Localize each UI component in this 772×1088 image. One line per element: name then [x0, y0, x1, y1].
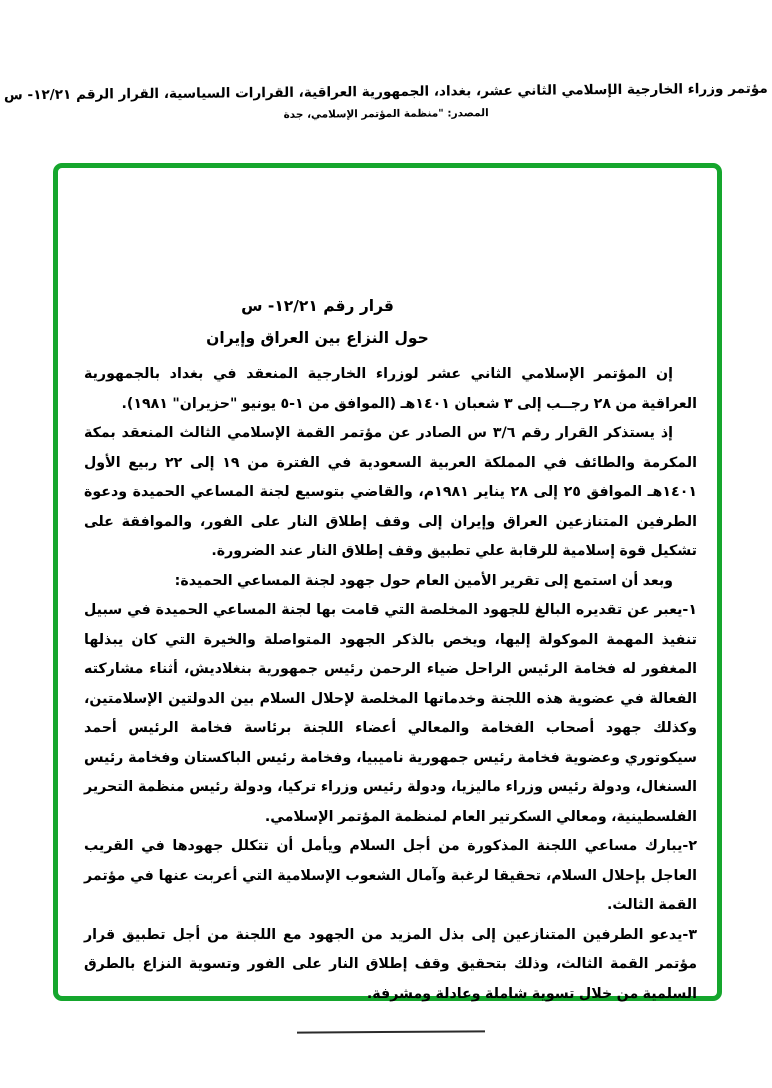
resolution-item-3: ٣-يدعو الطرفين المتنازعين إلى بذل المزيد من الجهود مع اللجنة من أجل تطبيق قرار مؤتمر القمة الثالث، وذلك بتحقيق وقف إطلاق النار على الفور وتسوية النزاع بالطرق السلمية من خلال تسوية شاملة وعادلة ومشرفة.: [84, 926, 697, 1002]
footer-divider: [296, 1030, 484, 1033]
preamble-paragraph: وبعد أن استمع إلى تقرير الأمين العام حول جهود لجنة المساعي الحميدة:: [174, 572, 673, 589]
document-content: [84, 290, 697, 1033]
document-title-block: [11, 290, 624, 354]
document-body: [84, 360, 697, 1033]
page-header: [0, 81, 772, 124]
header-source: المصدر: "منظمة المؤتمر الإسلامي، جدة: [283, 107, 489, 121]
intro-paragraph: إن المؤتمر الإسلامي الثاني عشر لوزراء الخارجية المنعقد في بغداد بالجمهورية العراقية من ٢٨ رجــب إلى ٣ شعبان ١٤٠١هـ (الموافق من ١-٥ يونيو "حزيران" ١٩٨١).: [84, 366, 697, 412]
resolution-item-2: ٢-يبارك مساعي اللجنة المذكورة من أجل السلام ويأمل أن تتكلل جهودها في القريب العاجل بإحلال السلام، تحقيقا لرغبة وآمال الشعوب الإسلامية التي أعربت عنها في مؤتمر القمة الثالث.: [84, 838, 697, 913]
header-title: مؤتمر وزراء الخارجية الإسلامي الثاني عشر، بغداد، الجمهورية العراقية، القرارات السياسية، القرار الرقم ١٢/٢١- س: [3, 80, 768, 104]
resolution-number-line: قرار رقم ١٢/٢١- س: [241, 297, 394, 315]
document-frame: [53, 163, 722, 1001]
resolution-item-1: ١-يعبر عن تقديره البالغ للجهود المخلصة التي قامت بها لجنة المساعي الحميدة في سبيل تنفيذ المهمة الموكولة إليها، ويخص بالذكر الجهود المتواصلة والخيرة التي كان يبذلها المغفور له فخامة الرئيس الراحل ضياء الرحمن رئيس جمهورية بنغلاديش، أثناء مشاركته الفعالة في عضوية هذه اللجنة وخدماتها المخلصة لإحلال السلام بين الدولتين الإسلامتين، وكذلك جهود أصحاب الفخامة والمعالي أعضاء اللجنة برئاسة فخامة الرئيس أحمد سيكوتوري وعضوية فخامة رئيس جمهورية ناميبيا، وفخامة رئيس الباكستان وفخامة رئيس السنغال، ودولة رئيس وزراء ماليزيا، ودولة رئيس وزراء تركيا، ودولة رئيس منظمة التحرير الفلسطينية، ومعالي السكرتير العام لمنظمة المؤتمر الإسلامي.: [84, 602, 697, 825]
recital-paragraph: إذ يستذكر القرار رقم ٣/٦ س الصادر عن مؤتمر القمة الإسلامي الثالث المنعقد بمكة المكرمة والطائف في المملكة العربية السعودية في الفترة من ١٩ إلى ٢٢ ربيع الأول ١٤٠١هـ الموافق ٢٥ إلى ٢٨ يناير ١٩٨١م، والقاضي بتوسيع لجنة المساعي الحميدة ودعوة الطرفين المتنازعين العراق وإيران إلى وقف إطلاق النار على الفور، والموافقة على تشكيل قوة إسلامية للرقابة علي تطبيق وقف إطلاق النار عند الضرورة.: [84, 425, 698, 559]
resolution-subject-line: حول النزاع بين العراق وإيران: [206, 329, 429, 347]
